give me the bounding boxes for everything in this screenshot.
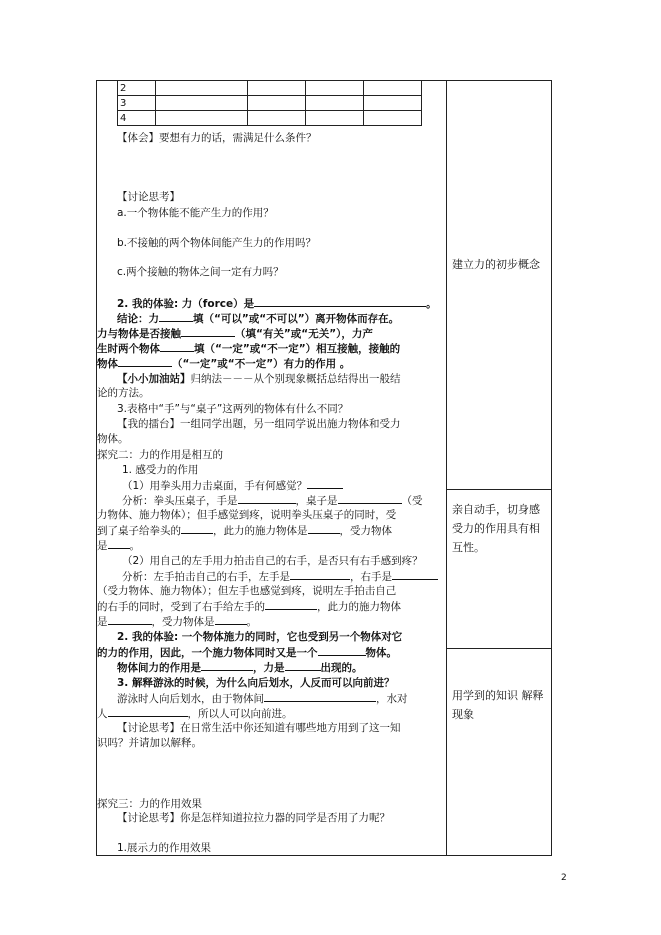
experience-mutual-3: 物体间力的作用是 ，力是 出现的。 [117,662,363,674]
stage-line-2: 物体。 [97,433,129,445]
explore-3-title: 探究三：力的作用效果 [97,798,202,810]
table-cell: 3 [118,96,156,111]
answer-blank[interactable] [108,706,188,717]
discussion-3: 【讨论思考】你是怎样知道拉拉力器的同学是否用了力呢？ [117,812,390,824]
side-note-concept: 建立力的初步概念 [452,258,540,271]
explore-2-title: 探究二：力的作用是相互的 [97,449,223,461]
tip-line-2: 论的方法。 [97,387,150,399]
answer-blank[interactable] [160,341,194,352]
swim-question: 3. 解释游泳的时候，为什么向后划水，人反而可以向前进？ [117,677,395,689]
table-row [118,96,422,111]
answer-blank[interactable] [215,614,247,625]
side-note-mutual: 亲自动手，切身感受力的作用具有相互性。 [452,503,540,554]
answer-blank[interactable] [290,569,350,580]
side-note-explain: 用学到的知识 解释现象 [452,689,544,721]
answer-blank[interactable] [392,569,438,580]
analysis-2-line-1: 分析：左手拍击自己的右手，左手是 ，右手是 [122,569,438,584]
feel-question-1: （1）用拳头用力击桌面，手有何感觉？ [122,478,343,493]
table-row [118,111,422,126]
answer-blank[interactable] [338,493,402,504]
analysis-2-line-2: （受力物体、施力物体）；但左手也感觉到疼，说明左手拍击自己 [97,585,397,597]
table-cell: 4 [118,111,156,126]
answer-blank[interactable] [264,691,376,702]
analysis-2-line-3: 的右手的同时，受到了右手给左手的 ，此力的施力物体 [97,601,401,613]
answer-blank[interactable] [307,478,343,489]
question-c: c.两个接触的物体之间一定有力吗？ [117,266,284,278]
column-divider [446,80,447,856]
discussion-2-line-2: 识吗？并请加以解释。 [97,737,202,749]
feel-force-title: 1. 感受力的作用 [122,464,199,476]
discussion-title: 【讨论思考】 [117,191,180,203]
page-number: 2 [561,873,567,883]
swim-answer-2: 人 ，所以人可以向前进。 [97,708,293,720]
answer-blank[interactable] [285,660,321,671]
tip-line: 【小小加油站】归纳法－－－从个别现象概括总结得出一般结 [117,373,401,385]
analysis-1-line-1: 分析：拳头压桌子，手是 ，桌子是 （受 [122,495,423,507]
answer-blank[interactable] [254,296,426,307]
experience-mutual-2: 的力的作用，因此，一个施力物体同时又是一个 物体。 [97,647,397,659]
answer-blank[interactable] [238,493,296,504]
analysis-1-line-4: 是 。 [97,540,140,552]
answer-blank[interactable] [201,660,253,671]
answer-blank[interactable] [181,523,213,534]
answer-blank[interactable] [108,614,152,625]
answer-blank[interactable] [181,326,235,337]
contact-condition-2: 生时两个物体 填（“一定”或“不一定”）相互接触，接触的 [97,343,401,355]
feel-question-2: （2）用自己的左手用力拍击自己的右手，是否只有右手感到疼？ [122,555,423,567]
stage-line: 【我的擂台】一组同学出题，另一组同学说出施力物体和受力 [117,418,401,430]
analysis-1-line-3: 到了桌子给拳头的 ，此力的施力物体是 ，受力物体 [97,525,392,537]
tihui-prompt: 【体会】要想有力的话，需满足什么条件？ [117,132,317,144]
question-a: a.一个物体能不能产生力的作用？ [117,207,274,219]
answer-blank[interactable] [159,311,193,322]
discussion-2-line-1: 【讨论思考】在日常生活中你还知道有哪些地方用到了这一知 [117,722,401,734]
record-table [117,80,422,126]
answer-blank[interactable] [118,356,172,367]
row-divider-1 [446,489,552,490]
conclusion-line: 结论：力 填（“可以”或“不可以”）离开物体而存在。 [117,313,400,325]
experience-mutual-1: 2. 我的体验: 一个物体施力的同时，它也受到另一个物体对它 [117,631,403,643]
analysis-1-line-2: 力物体、施力物体）；但手感觉到疼，说明拳头压桌子的同时，受 [97,509,397,521]
table-row [118,81,422,96]
question-b: b.不接触的两个物体间能产生力的作用吗？ [117,237,317,249]
table-cell: 2 [118,81,156,96]
show-effect: 1.展示力的作用效果 [117,842,212,854]
row-divider-2 [446,648,552,649]
contact-condition-3: 物体 （“一定”或“不一定”）有力的作用 。 [97,358,351,370]
answer-blank[interactable] [265,599,317,610]
answer-blank[interactable] [318,645,366,656]
analysis-2-line-4: 是 ，受力物体是 。 [97,616,257,628]
swim-answer-1: 游泳时人向后划水，由于物体间 ，水对 [117,693,408,705]
question-3: 3.表格中“手”与“桌子”这两列的物体有什么不同？ [117,403,349,415]
contact-condition-1: 力与物体是否接触 （填“有关”或“无关”），力产 [97,328,373,340]
experience-definition: 2. 我的体验: 力（force）是 。 [117,298,437,310]
answer-blank[interactable] [308,523,340,534]
answer-blank[interactable] [108,538,130,549]
